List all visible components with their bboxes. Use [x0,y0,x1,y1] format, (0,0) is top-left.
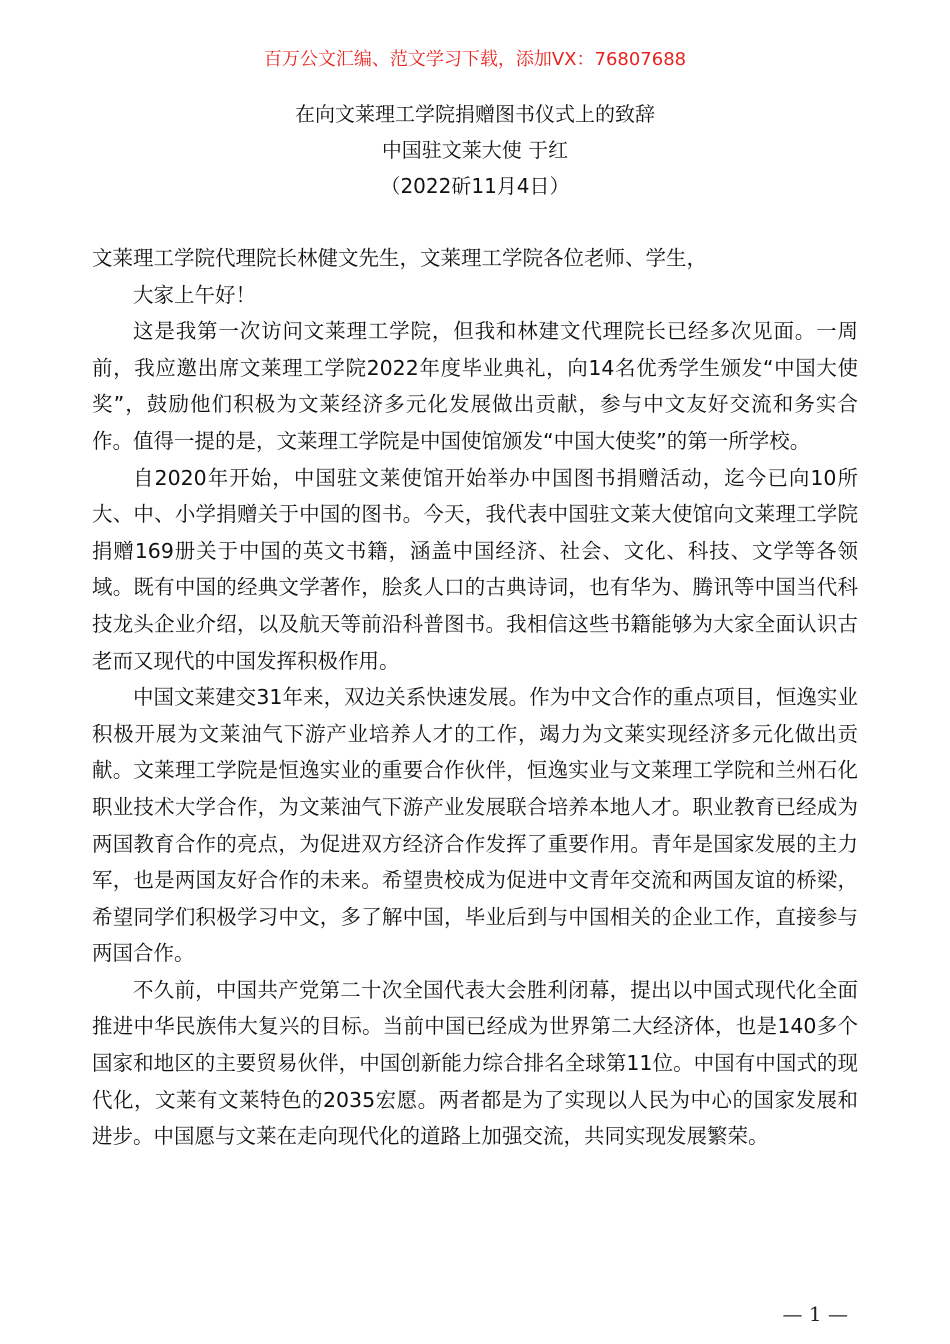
salutation: 文莱理工学院代理院长林健文先生，文莱理工学院各位老师、学生， [92,246,707,270]
body-paragraph: 自2020年开始，中国驻文莱使馆开始举办中国图书捐赠活动，迄今已向10所大、中、小学捐赠关于中国的图书。今天，我代表中国驻文莱大使馆向文莱理工学院捐赠169册关于中国的英文书籍，涵盖中国经济、社会、文化、科技、文学等各领域。既有中国的经典文学著作，脍炙人口的古典诗词，也有华为、腾讯等中国当代科技龙头企业介绍，以及航天等前沿科普图书。我相信这些书籍能够为大家全面认识古老而又现代的中国发挥积极作用。 [92,465,858,673]
speech-body [92,240,858,1155]
page-number: — 1 — [782,1302,848,1326]
body-paragraph: 中国文莱建交31年来，双边关系快速发展。作为中文合作的重点项目，恒逸实业积极开展为文莱油气下游产业培养人才的工作，竭力为文莱实现经济多元化做出贡献。文莱理工学院是恒逸实业的重要合作伙伴，恒逸实业与文莱理工学院和兰州石化职业技术大学合作，为文莱油气下游产业发展联合培养本地人才。职业教育已经成为两国教育合作的亮点，为促进双方经济合作发挥了重要作用。青年是国家发展的主力军，也是两国友好合作的未来。希望贵校成为促进中文青年交流和两国友谊的桥梁，希望同学们积极学习中文，多了解中国，毕业后到与中国相关的企业工作，直接参与两国合作。 [92,685,858,966]
page-title: 在向文莱理工学院捐赠图书仪式上的致辞 [295,102,655,126]
title-block [0,96,950,204]
promo-banner: 百万公文汇编、范文学习下载，添加VX：76807688 [263,49,687,70]
author-line: 中国驻文莱大使 于红 [381,138,569,162]
date-line: （2022斫11月4日） [380,174,570,198]
body-paragraph: 这是我第一次访问文莱理工学院，但我和林建文代理院长已经多次见面。一周前，我应邀出席文莱理工学院2022年度毕业典礼，向14名优秀学生颁发“中国大使奖”，鼓励他们积极为文莱经济多元化发展做出贡献，参与中文友好交流和务实合作。值得一提的是，文莱理工学院是中国使馆颁发“中国大使奖”的第一所学校。 [92,319,858,453]
body-paragraph: 不久前，中国共产党第二十次全国代表大会胜利闭幕，提出以中国式现代化全面推进中华民族伟大复兴的目标。当前中国已经成为世界第二大经济体，也是140多个国家和地区的主要贸易伙伴，中国创新能力综合排名全球第11位。中国有中国式的现代化，文莱有文莱特色的2035宏愿。两者都是为了实现以人民为中心的国家发展和进步。中国愿与文莱在走向现代化的道路上加强交流，共同实现发展繁荣。 [92,977,858,1149]
greeting-paragraph: 大家上午好！ [133,282,256,307]
